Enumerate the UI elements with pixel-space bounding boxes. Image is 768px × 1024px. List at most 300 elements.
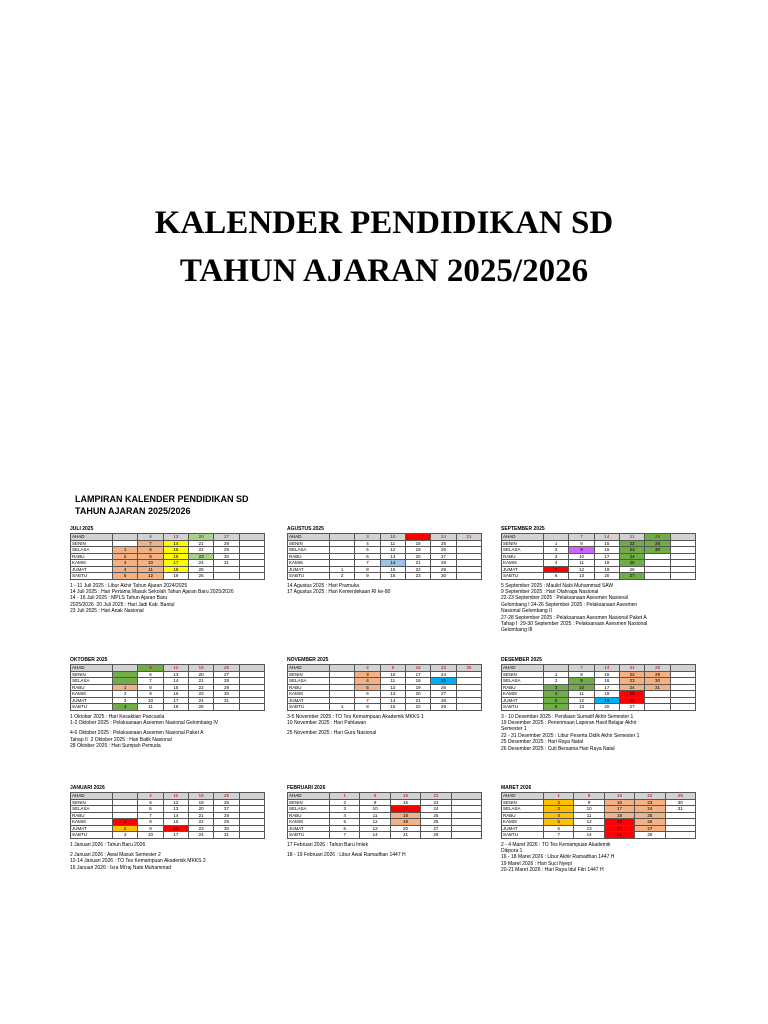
date-cell: 20 bbox=[390, 825, 420, 832]
date-cell: 17 bbox=[594, 553, 619, 560]
date-cell: 8 bbox=[138, 547, 163, 554]
date-cell: 29 bbox=[645, 671, 670, 678]
date-cell: 23 bbox=[421, 799, 451, 806]
date-cell: 17 bbox=[594, 684, 619, 691]
day-label: JUMAT bbox=[71, 566, 113, 573]
month-table bbox=[501, 533, 696, 580]
date-cell: 8 bbox=[569, 540, 594, 547]
date-cell bbox=[645, 573, 670, 580]
note-line: Tahap II 2 Oktober 2025 : Hari Batik Nasional bbox=[70, 736, 172, 743]
date-cell: 20 bbox=[188, 806, 213, 813]
day-label: AHAD bbox=[71, 665, 113, 672]
day-label: RABU bbox=[288, 684, 330, 691]
month-notes bbox=[70, 583, 265, 615]
date-cell: 16 bbox=[594, 547, 619, 554]
date-cell: 27 bbox=[214, 806, 239, 813]
appendix-title: LAMPIRAN KALENDER PENDIDIKAN SD bbox=[75, 494, 249, 504]
date-cell: 14 bbox=[360, 832, 390, 839]
date-cell: 10 bbox=[138, 832, 163, 839]
date-cell: 5 bbox=[544, 697, 569, 704]
date-cell: 25 bbox=[635, 812, 665, 819]
date-cell: 26 bbox=[188, 573, 213, 580]
note-line: 1 - 11 Juli 2025 : Libur Akhir Tahun Ajaran 2024/2025 bbox=[70, 582, 188, 589]
note-line: 3 - 10 Desember 2025 : Penilaian Sumatif Akhir Semester 1 bbox=[501, 713, 634, 720]
day-label: SELASA bbox=[288, 806, 330, 813]
day-label: SELASA bbox=[502, 678, 544, 685]
month-title: NOVEMBER 2025 bbox=[287, 657, 329, 663]
date-cell: 14 bbox=[163, 678, 188, 685]
date-cell: 7 bbox=[569, 534, 594, 541]
day-label: SENIN bbox=[71, 540, 113, 547]
date-cell: 8 bbox=[355, 566, 380, 573]
month-table bbox=[70, 664, 265, 711]
date-cell: 1 bbox=[544, 793, 574, 800]
date-cell: 29 bbox=[214, 819, 239, 826]
date-cell: 1 bbox=[330, 793, 360, 800]
date-cell: 15 bbox=[380, 704, 405, 711]
date-cell: 28 bbox=[635, 832, 665, 839]
note-line: 10 November 2025 : Hari Pahlawan bbox=[287, 719, 367, 726]
date-cell: 18 bbox=[405, 678, 430, 685]
day-label: RABU bbox=[288, 812, 330, 819]
month-title: AGUSTUS 2025 bbox=[287, 526, 324, 532]
day-label: SENIN bbox=[288, 799, 330, 806]
date-cell: 14 bbox=[163, 812, 188, 819]
date-cell: 1 bbox=[113, 547, 138, 554]
date-cell: 18 bbox=[188, 793, 213, 800]
date-cell: 11 bbox=[380, 540, 405, 547]
date-cell: 17 bbox=[390, 806, 420, 813]
date-cell: 16 bbox=[163, 691, 188, 698]
date-cell: 30 bbox=[214, 553, 239, 560]
date-cell: 21 bbox=[405, 560, 430, 567]
date-cell: 19 bbox=[594, 697, 619, 704]
date-cell bbox=[645, 704, 670, 711]
date-cell: 18 bbox=[405, 540, 430, 547]
date-cell: 28 bbox=[421, 832, 451, 839]
date-cell: 23 bbox=[635, 799, 665, 806]
date-cell: 18 bbox=[604, 812, 634, 819]
date-cell: 29 bbox=[431, 704, 456, 711]
date-cell: 3 bbox=[544, 553, 569, 560]
date-cell: 1 bbox=[544, 671, 569, 678]
day-label: SELASA bbox=[71, 678, 113, 685]
day-label: SENIN bbox=[288, 540, 330, 547]
date-cell: 30 bbox=[456, 665, 481, 672]
date-cell: 25 bbox=[214, 793, 239, 800]
day-label: JUMAT bbox=[71, 697, 113, 704]
day-label: KAMIS bbox=[71, 560, 113, 567]
date-cell: 26 bbox=[619, 697, 644, 704]
note-line: 1-2 Oktober 2025 : Pelaksanaan Asesmen Nasional Gelombang IV bbox=[70, 719, 219, 726]
date-cell: 16 bbox=[163, 825, 188, 832]
date-cell: 8 bbox=[574, 793, 604, 800]
date-cell: 18 bbox=[390, 812, 420, 819]
date-cell: 6 bbox=[544, 825, 574, 832]
date-cell: 13 bbox=[569, 704, 594, 711]
note-line: 26 Desember 2025 : Cuti Bersama Hari Raya Natal bbox=[501, 745, 615, 752]
day-label: RABU bbox=[502, 812, 544, 819]
date-cell: 15 bbox=[163, 819, 188, 826]
date-cell: 1 bbox=[113, 819, 138, 826]
date-cell: 20 bbox=[188, 534, 213, 541]
date-cell: 7 bbox=[355, 697, 380, 704]
table-row bbox=[71, 704, 265, 711]
date-cell: 18 bbox=[594, 691, 619, 698]
day-label: SABTU bbox=[71, 832, 113, 839]
date-cell: 11 bbox=[569, 691, 594, 698]
date-cell: 23 bbox=[188, 553, 213, 560]
date-cell: 17 bbox=[163, 560, 188, 567]
date-cell: 30 bbox=[214, 691, 239, 698]
date-cell: 10 bbox=[360, 806, 390, 813]
date-cell: 3 bbox=[355, 671, 380, 678]
day-label: AHAD bbox=[71, 793, 113, 800]
note-line: 1 Januari 2026 : Tahun Baru 2026 bbox=[70, 841, 146, 848]
date-cell: 15 bbox=[163, 547, 188, 554]
day-label: SELASA bbox=[288, 547, 330, 554]
date-cell: 5 bbox=[138, 665, 163, 672]
date-cell: 6 bbox=[544, 704, 569, 711]
month-block bbox=[501, 526, 696, 634]
date-cell: 22 bbox=[421, 793, 451, 800]
date-cell: 4 bbox=[138, 793, 163, 800]
date-cell: 11 bbox=[138, 566, 163, 573]
date-cell: 6 bbox=[138, 671, 163, 678]
date-cell: 12 bbox=[569, 697, 594, 704]
date-cell: 18 bbox=[594, 560, 619, 567]
date-cell: 28 bbox=[214, 678, 239, 685]
day-label: SABTU bbox=[502, 573, 544, 580]
date-cell: 20 bbox=[405, 691, 430, 698]
day-label: SABTU bbox=[288, 573, 330, 580]
date-cell bbox=[239, 832, 264, 839]
note-line: Tahap I 29-30 September 2025 : Pelaksanaan Asesmen Nasional bbox=[501, 620, 648, 627]
month-notes bbox=[70, 714, 265, 750]
date-cell: 9 bbox=[138, 691, 163, 698]
date-cell: 3 bbox=[544, 806, 574, 813]
date-cell: 7 bbox=[138, 812, 163, 819]
date-cell: 22 bbox=[635, 793, 665, 800]
date-cell: 29 bbox=[214, 547, 239, 554]
date-cell: 4 bbox=[544, 691, 569, 698]
month-notes bbox=[501, 714, 696, 752]
table-row bbox=[288, 573, 482, 580]
date-cell: 30 bbox=[431, 573, 456, 580]
date-cell: 9 bbox=[138, 825, 163, 832]
month-title: FEBRUARI 2026 bbox=[287, 785, 326, 791]
date-cell: 5 bbox=[355, 547, 380, 554]
date-cell: 7 bbox=[138, 540, 163, 547]
date-cell: 19 bbox=[594, 566, 619, 573]
date-cell: 29 bbox=[214, 684, 239, 691]
date-cell: 2 bbox=[113, 825, 138, 832]
note-line: 19 Maret 2026 : Hari Suci Nyepi bbox=[501, 860, 572, 867]
day-label: KAMIS bbox=[502, 560, 544, 567]
date-cell: 4 bbox=[355, 678, 380, 685]
date-cell: 10 bbox=[569, 553, 594, 560]
date-cell: 24 bbox=[619, 553, 644, 560]
month-title: MARET 2026 bbox=[501, 785, 532, 791]
date-cell: 27 bbox=[619, 573, 644, 580]
month-notes bbox=[287, 842, 482, 859]
date-cell: 7 bbox=[330, 832, 360, 839]
note-line: 2 Januari 2026 : Awal Masuk Semester 2 bbox=[70, 851, 161, 858]
date-cell: 21 bbox=[390, 832, 420, 839]
date-cell: 23 bbox=[188, 691, 213, 698]
date-cell: 2 bbox=[113, 553, 138, 560]
date-cell: 12 bbox=[163, 665, 188, 672]
date-cell bbox=[665, 832, 695, 839]
date-cell: 12 bbox=[138, 573, 163, 580]
date-cell: 31 bbox=[645, 684, 670, 691]
date-cell: 25 bbox=[619, 560, 644, 567]
date-cell: 7 bbox=[544, 832, 574, 839]
date-cell bbox=[214, 704, 239, 711]
day-label: KAMIS bbox=[288, 819, 330, 826]
date-cell: 13 bbox=[360, 825, 390, 832]
day-label: SENIN bbox=[288, 671, 330, 678]
date-cell bbox=[239, 573, 264, 580]
date-cell: 28 bbox=[214, 812, 239, 819]
month-table bbox=[501, 792, 696, 839]
date-cell: 24 bbox=[421, 806, 451, 813]
note-line: 14 Juli 2025 : Hari Pertama Masuk Sekolah Tahun Ajaran Baru 2025/2026 bbox=[70, 588, 234, 595]
date-cell: 17 bbox=[405, 671, 430, 678]
note-line: 25 November 2025 : Hari Guru Nasional bbox=[287, 730, 377, 737]
date-cell: 15 bbox=[163, 684, 188, 691]
date-cell: 4 bbox=[355, 540, 380, 547]
date-cell bbox=[456, 704, 481, 711]
month-block bbox=[501, 785, 696, 874]
date-cell: 28 bbox=[214, 540, 239, 547]
date-cell: 11 bbox=[569, 560, 594, 567]
day-label: KAMIS bbox=[502, 691, 544, 698]
date-cell: 21 bbox=[405, 697, 430, 704]
date-cell: 3 bbox=[113, 832, 138, 839]
date-cell: 4 bbox=[544, 560, 569, 567]
day-label: KAMIS bbox=[502, 819, 544, 826]
day-label: AHAD bbox=[502, 793, 544, 800]
date-cell: 17 bbox=[604, 806, 634, 813]
day-label: RABU bbox=[502, 684, 544, 691]
date-cell: 27 bbox=[214, 534, 239, 541]
date-cell: 10 bbox=[569, 684, 594, 691]
month-table bbox=[287, 533, 482, 580]
date-cell: 27 bbox=[431, 691, 456, 698]
date-cell bbox=[670, 704, 695, 711]
day-label: SENIN bbox=[502, 540, 544, 547]
date-cell: 4 bbox=[544, 812, 574, 819]
date-cell: 9 bbox=[569, 678, 594, 685]
day-label: SENIN bbox=[502, 799, 544, 806]
date-cell: 24 bbox=[431, 534, 456, 541]
month-block bbox=[70, 785, 265, 871]
date-cell: 26 bbox=[431, 684, 456, 691]
date-cell: 21 bbox=[188, 540, 213, 547]
date-cell: 16 bbox=[594, 678, 619, 685]
date-cell: 12 bbox=[574, 819, 604, 826]
month-table bbox=[501, 664, 696, 711]
day-label: SELASA bbox=[502, 806, 544, 813]
date-cell: 21 bbox=[188, 812, 213, 819]
month-title: OKTOBER 2025 bbox=[70, 657, 108, 663]
note-line: 9 September 2025 : Hari Olahraga Nasional bbox=[501, 588, 599, 595]
date-cell: 19 bbox=[604, 819, 634, 826]
table-row bbox=[288, 704, 482, 711]
date-cell: 21 bbox=[604, 832, 634, 839]
date-cell: 2 bbox=[330, 799, 360, 806]
table-row bbox=[288, 832, 482, 839]
date-cell: 2 bbox=[330, 573, 355, 580]
date-cell: 19 bbox=[390, 819, 420, 826]
day-label: KAMIS bbox=[71, 691, 113, 698]
date-cell bbox=[451, 832, 481, 839]
day-label: AHAD bbox=[288, 534, 330, 541]
date-cell: 7 bbox=[138, 678, 163, 685]
date-cell: 6 bbox=[330, 825, 360, 832]
date-cell: 26 bbox=[619, 566, 644, 573]
date-cell: 21 bbox=[188, 678, 213, 685]
note-line: 3-5 November 2025 : TO Tes Kemampuan Akademik MKKS 1 bbox=[287, 713, 424, 720]
date-cell: 31 bbox=[456, 534, 481, 541]
day-label: RABU bbox=[71, 684, 113, 691]
month-title: SEPTEMBER 2025 bbox=[501, 526, 545, 532]
date-cell: 13 bbox=[163, 534, 188, 541]
date-cell: 17 bbox=[405, 534, 430, 541]
date-cell: 3 bbox=[544, 684, 569, 691]
day-label: JUMAT bbox=[288, 825, 330, 832]
date-cell: 22 bbox=[619, 540, 644, 547]
date-cell: 22 bbox=[619, 671, 644, 678]
date-cell: 5 bbox=[355, 684, 380, 691]
date-cell: 4 bbox=[113, 704, 138, 711]
note-line: 20-21 Maret 2026 : Hari Raya Idul Fitri 1447 H bbox=[501, 867, 604, 874]
note-line: 5 September 2025 : Maulid Nabi Muhammad SAW bbox=[501, 582, 614, 589]
date-cell: 20 bbox=[594, 704, 619, 711]
day-label: KAMIS bbox=[288, 560, 330, 567]
date-cell: 3 bbox=[113, 697, 138, 704]
month-block bbox=[287, 785, 482, 858]
date-cell: 9 bbox=[360, 799, 390, 806]
date-cell: 19 bbox=[188, 799, 213, 806]
date-cell: 16 bbox=[604, 799, 634, 806]
date-cell: 2 bbox=[544, 547, 569, 554]
note-line: 28 Oktober 2025 : Hari Sumpah Pemuda bbox=[70, 743, 161, 750]
date-cell: 1 bbox=[544, 540, 569, 547]
day-label: SELASA bbox=[502, 547, 544, 554]
date-cell: 27 bbox=[619, 704, 644, 711]
day-label: AHAD bbox=[71, 534, 113, 541]
note-line: 2 - 4 Maret 2026 : TO Tes Kemampuan Akademik bbox=[501, 841, 611, 848]
date-cell: 19 bbox=[405, 547, 430, 554]
date-cell: 13 bbox=[569, 573, 594, 580]
date-cell: 2 bbox=[355, 665, 380, 672]
note-line: 22 - 31 Desember 2025 : Libur Peserta Didik Akhir Semester 1 bbox=[501, 732, 640, 739]
day-label: JUMAT bbox=[288, 566, 330, 573]
date-cell: 24 bbox=[188, 560, 213, 567]
day-label: KAMIS bbox=[288, 691, 330, 698]
date-cell: 26 bbox=[214, 665, 239, 672]
date-cell: 11 bbox=[138, 704, 163, 711]
day-label: RABU bbox=[288, 553, 330, 560]
day-label: AHAD bbox=[502, 534, 544, 541]
date-cell: 26 bbox=[214, 799, 239, 806]
date-cell: 20 bbox=[604, 825, 634, 832]
date-cell: 10 bbox=[574, 806, 604, 813]
date-cell: 16 bbox=[390, 799, 420, 806]
date-cell: 27 bbox=[214, 671, 239, 678]
date-cell: 14 bbox=[380, 560, 405, 567]
day-label: SELASA bbox=[71, 547, 113, 554]
date-cell: 20 bbox=[405, 553, 430, 560]
month-notes bbox=[501, 842, 696, 874]
date-cell: 14 bbox=[163, 540, 188, 547]
month-notes bbox=[70, 842, 265, 872]
date-cell: 25 bbox=[188, 704, 213, 711]
note-line: 4-6 Oktober 2025 : Pelaksanaan Asesmen Nasional Paket A bbox=[70, 730, 204, 737]
note-line: 2025/2026 20 Juli 2025 : Hari Jadi Kab. Bantul bbox=[70, 601, 175, 608]
day-label: JUMAT bbox=[502, 825, 544, 832]
date-cell: 5 bbox=[113, 573, 138, 580]
month-table bbox=[287, 664, 482, 711]
date-cell: 11 bbox=[574, 812, 604, 819]
date-cell: 17 bbox=[163, 832, 188, 839]
date-cell: 21 bbox=[619, 665, 644, 672]
date-cell: 3 bbox=[355, 534, 380, 541]
month-block bbox=[501, 657, 696, 752]
date-cell: 16 bbox=[405, 665, 430, 672]
date-cell: 17 bbox=[163, 697, 188, 704]
date-cell: 15 bbox=[390, 793, 420, 800]
date-cell: 8 bbox=[138, 819, 163, 826]
date-cell: 7 bbox=[569, 665, 594, 672]
date-cell: 3 bbox=[113, 560, 138, 567]
date-cell: 26 bbox=[635, 819, 665, 826]
date-cell bbox=[239, 704, 264, 711]
date-cell: 2 bbox=[544, 678, 569, 685]
month-block bbox=[70, 526, 265, 615]
date-cell: 3 bbox=[330, 806, 360, 813]
date-cell: 2 bbox=[544, 799, 574, 806]
table-row bbox=[502, 573, 696, 580]
note-line: 19 Desember 2025 : Penerimaan Laporan Hasil Belajar Akhir bbox=[501, 719, 637, 726]
date-cell: 25 bbox=[421, 812, 451, 819]
date-cell: 23 bbox=[188, 825, 213, 832]
day-label: AHAD bbox=[502, 665, 544, 672]
note-line: 22-23 September 2025 : Pelaksanaan Asesmen Nasional bbox=[501, 595, 629, 602]
date-cell: 29 bbox=[665, 793, 695, 800]
month-title: JANUARI 2026 bbox=[70, 785, 105, 791]
appendix-year: TAHUN AJARAN 2025/2026 bbox=[75, 506, 191, 516]
date-cell: 9 bbox=[355, 573, 380, 580]
note-line: 1 Oktober 2025 : Hari Kesaktian Pancasila bbox=[70, 713, 165, 720]
date-cell: 28 bbox=[431, 560, 456, 567]
date-cell: 31 bbox=[214, 560, 239, 567]
day-label: SABTU bbox=[502, 832, 544, 839]
date-cell: 13 bbox=[380, 691, 405, 698]
note-line: 16 Januari 2026 : Isra Mi'raj Nabi Muhammad bbox=[70, 864, 172, 871]
day-label: SABTU bbox=[71, 573, 113, 580]
date-cell: 4 bbox=[330, 812, 360, 819]
date-cell: 19 bbox=[188, 665, 213, 672]
date-cell: 6 bbox=[355, 691, 380, 698]
date-cell: 12 bbox=[569, 566, 594, 573]
date-cell: 13 bbox=[163, 671, 188, 678]
day-label: JUMAT bbox=[288, 697, 330, 704]
note-line: 14 Agustus 2025 : Hari Pramuka bbox=[287, 582, 359, 589]
date-cell: 22 bbox=[188, 819, 213, 826]
